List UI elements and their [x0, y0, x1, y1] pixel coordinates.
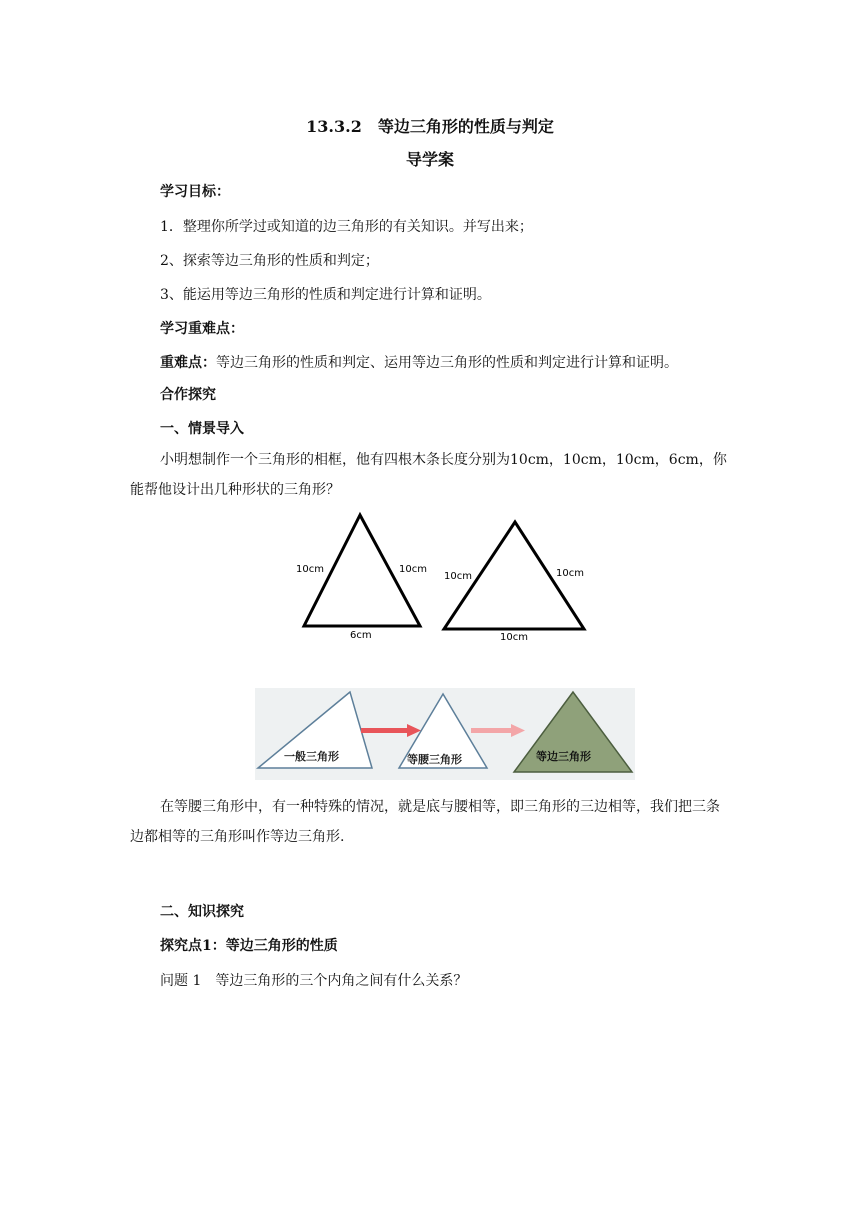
section1-heading: 一、情景导入 — [160, 421, 244, 437]
objectives-heading: 学习目标： — [160, 184, 230, 200]
tri1-bottom-label: 6cm — [350, 630, 372, 641]
equilateral-triangle-label: 等边三角形 — [536, 750, 591, 763]
objective-item-3: 3、能运用等边三角形的性质和判定进行计算和证明。 — [160, 287, 491, 303]
general-triangle-label: 一般三角形 — [284, 750, 339, 763]
explore-point-1: 探究点1：等边三角形的性质 — [160, 938, 338, 954]
definition-paragraph: 在等腰三角形中，有一种特殊的情况，就是底与腰相等，即三角形的三边相等，我们把三条边都相等的三角形叫作等边三角形. — [130, 799, 720, 845]
objective-item-1: 1．整理你所学过或知道的边三角形的有关知识。并写出来； — [160, 219, 533, 235]
section1-paragraph: 小明想制作一个三角形的相框，他有四根木条长度分别为10cm，10cm，10cm，6cm，你能帮他设计出几种形状的三角形？ — [130, 452, 727, 498]
tri2-right-label: 10cm — [556, 568, 584, 579]
tri2-left-label: 10cm — [444, 571, 472, 582]
section2-heading: 二、知识探究 — [160, 904, 244, 920]
keypoints-heading: 学习重难点： — [160, 321, 244, 337]
tri1-left-label: 10cm — [296, 564, 324, 575]
keypoints-label: 重难点： — [160, 355, 216, 371]
objective-item-2: 2、探索等边三角形的性质和判定； — [160, 253, 379, 269]
document-title: 13.3.2 等边三角形的性质与判定 — [306, 117, 554, 136]
keypoints-line — [160, 352, 678, 372]
coop-heading: 合作探究 — [160, 387, 216, 403]
triangle-classification-figure — [255, 688, 635, 780]
arrow-2-shaft — [471, 728, 512, 733]
triangle-figure — [280, 505, 600, 655]
tri1-right-label: 10cm — [399, 564, 427, 575]
arrow-1-shaft — [361, 728, 408, 733]
isosceles-triangle-label: 等腰三角形 — [407, 753, 462, 766]
document-subtitle: 导学案 — [405, 150, 454, 169]
keypoints-text: 等边三角形的性质和判定、运用等边三角形的性质和判定进行计算和证明。 — [216, 355, 678, 371]
question-1: 问题 1 等边三角形的三个内角之间有什么关系？ — [160, 973, 468, 989]
tri2-bottom-label: 10cm — [500, 632, 528, 643]
